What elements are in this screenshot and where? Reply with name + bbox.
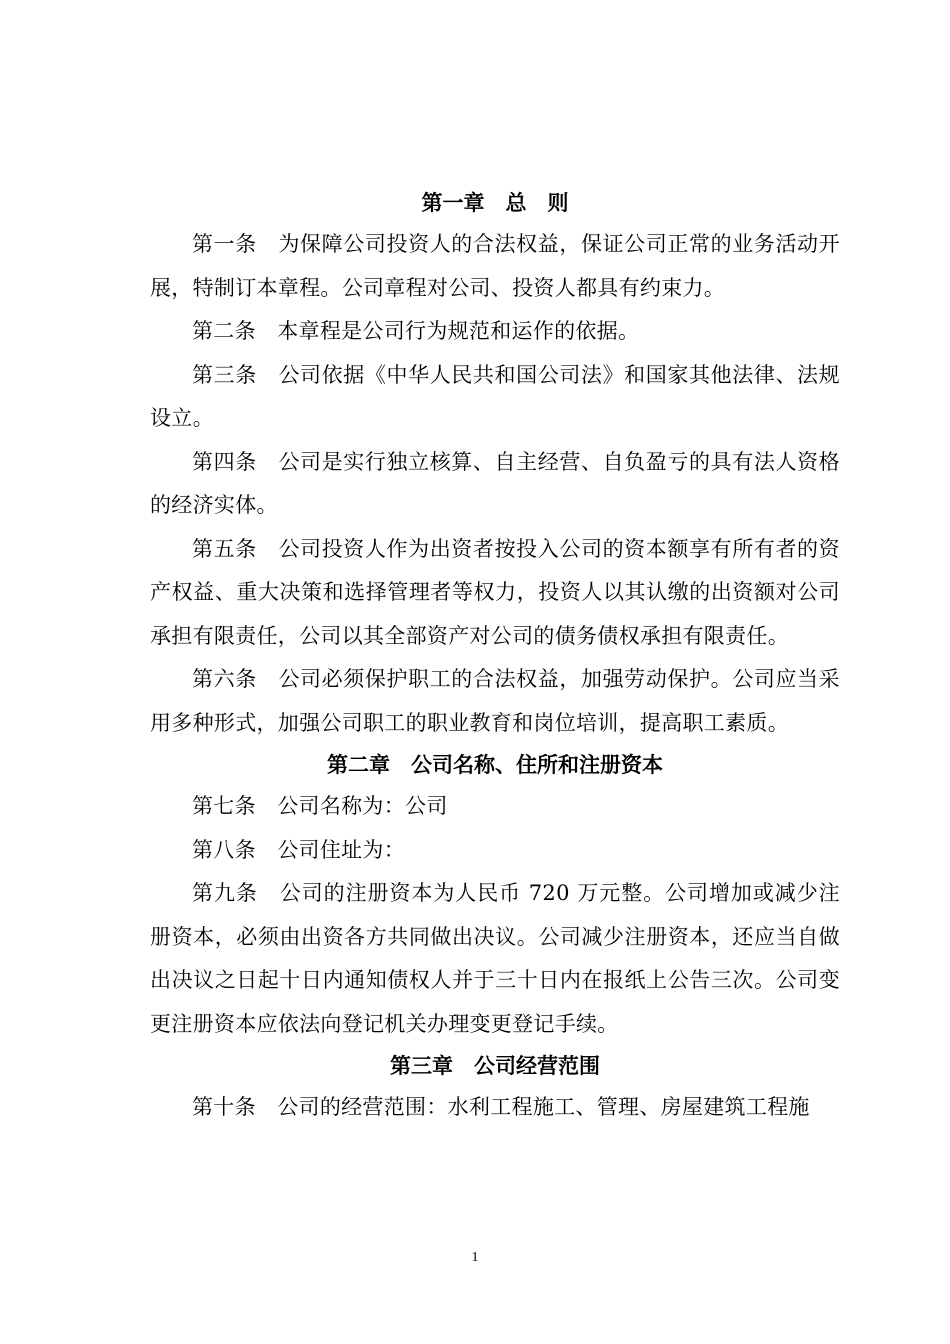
article-text: 公司依据《中华人民共和国公司法》和国家其他法律、法规设立。: [150, 362, 840, 430]
article-9: [150, 872, 840, 1046]
article-3: [150, 354, 840, 441]
article-text: 公司投资人作为出资者按投入公司的资本额享有所有者的资产权益、重大决策和选择管理者等权力，投资人以其认缴的出资额对公司承担有限责任，公司以其全部资产对公司的债务债权承担有限责任。: [150, 536, 840, 648]
article-8: [150, 829, 840, 873]
article-2: [150, 310, 840, 354]
article-text: 为保障公司投资人的合法权益，保证公司正常的业务活动开展，特制订本章程。公司章程对公司、投资人都具有约束力。: [150, 232, 840, 300]
article-text: 公司名称为：公司: [277, 794, 448, 818]
article-text: 公司必须保护职工的合法权益，加强劳动保护。公司应当采用多种形式，加强公司职工的职业教育和岗位培训，提高职工素质。: [150, 667, 840, 735]
article-10: [150, 1086, 840, 1130]
article-number: 第三条: [192, 362, 257, 387]
article-number: 第五条: [192, 536, 257, 561]
article-number: 第六条: [192, 667, 257, 691]
article-number: 第一条: [192, 232, 257, 256]
document-page: [150, 183, 840, 1130]
article-7: [150, 785, 840, 829]
chapter-1-title: 第一章 总 则: [421, 191, 569, 215]
article-number: 第十条: [192, 1095, 256, 1119]
article-text: 本章程是公司行为规范和运作的依据。: [277, 319, 640, 343]
article-number: 第八条: [192, 837, 256, 862]
page-number: 1: [471, 1250, 479, 1265]
article-number: 第七条: [192, 794, 256, 818]
chapter-2-title: 第二章 公司名称、住所和注册资本: [327, 753, 663, 777]
article-1: [150, 223, 840, 310]
article-text: 公司是实行独立核算、自主经营、自负盈亏的具有法人资格的经济实体。: [150, 449, 840, 517]
article-text: 公司的经营范围：水利工程施工、管理、房屋建筑工程施: [277, 1095, 810, 1119]
article-4: [150, 441, 840, 528]
chapter-3-title: 第三章 公司经营范围: [390, 1054, 600, 1078]
article-text: 公司的注册资本为人民币 720 万元整。公司增加或减少注册资本，必须由出资各方共同做出决议。公司减少注册资本，还应当自做出决议之日起十日内通知债权人并于三十日内在报纸上公告三次。公司变更注册资本应依法向登记机关办理变更登记手续。: [150, 881, 840, 1036]
article-number: 第四条: [192, 449, 257, 474]
article-5: [150, 528, 840, 659]
article-number: 第九条: [192, 881, 258, 905]
article-text: 公司住址为：: [277, 837, 406, 862]
article-number: 第二条: [192, 319, 256, 343]
article-6: [150, 658, 840, 745]
